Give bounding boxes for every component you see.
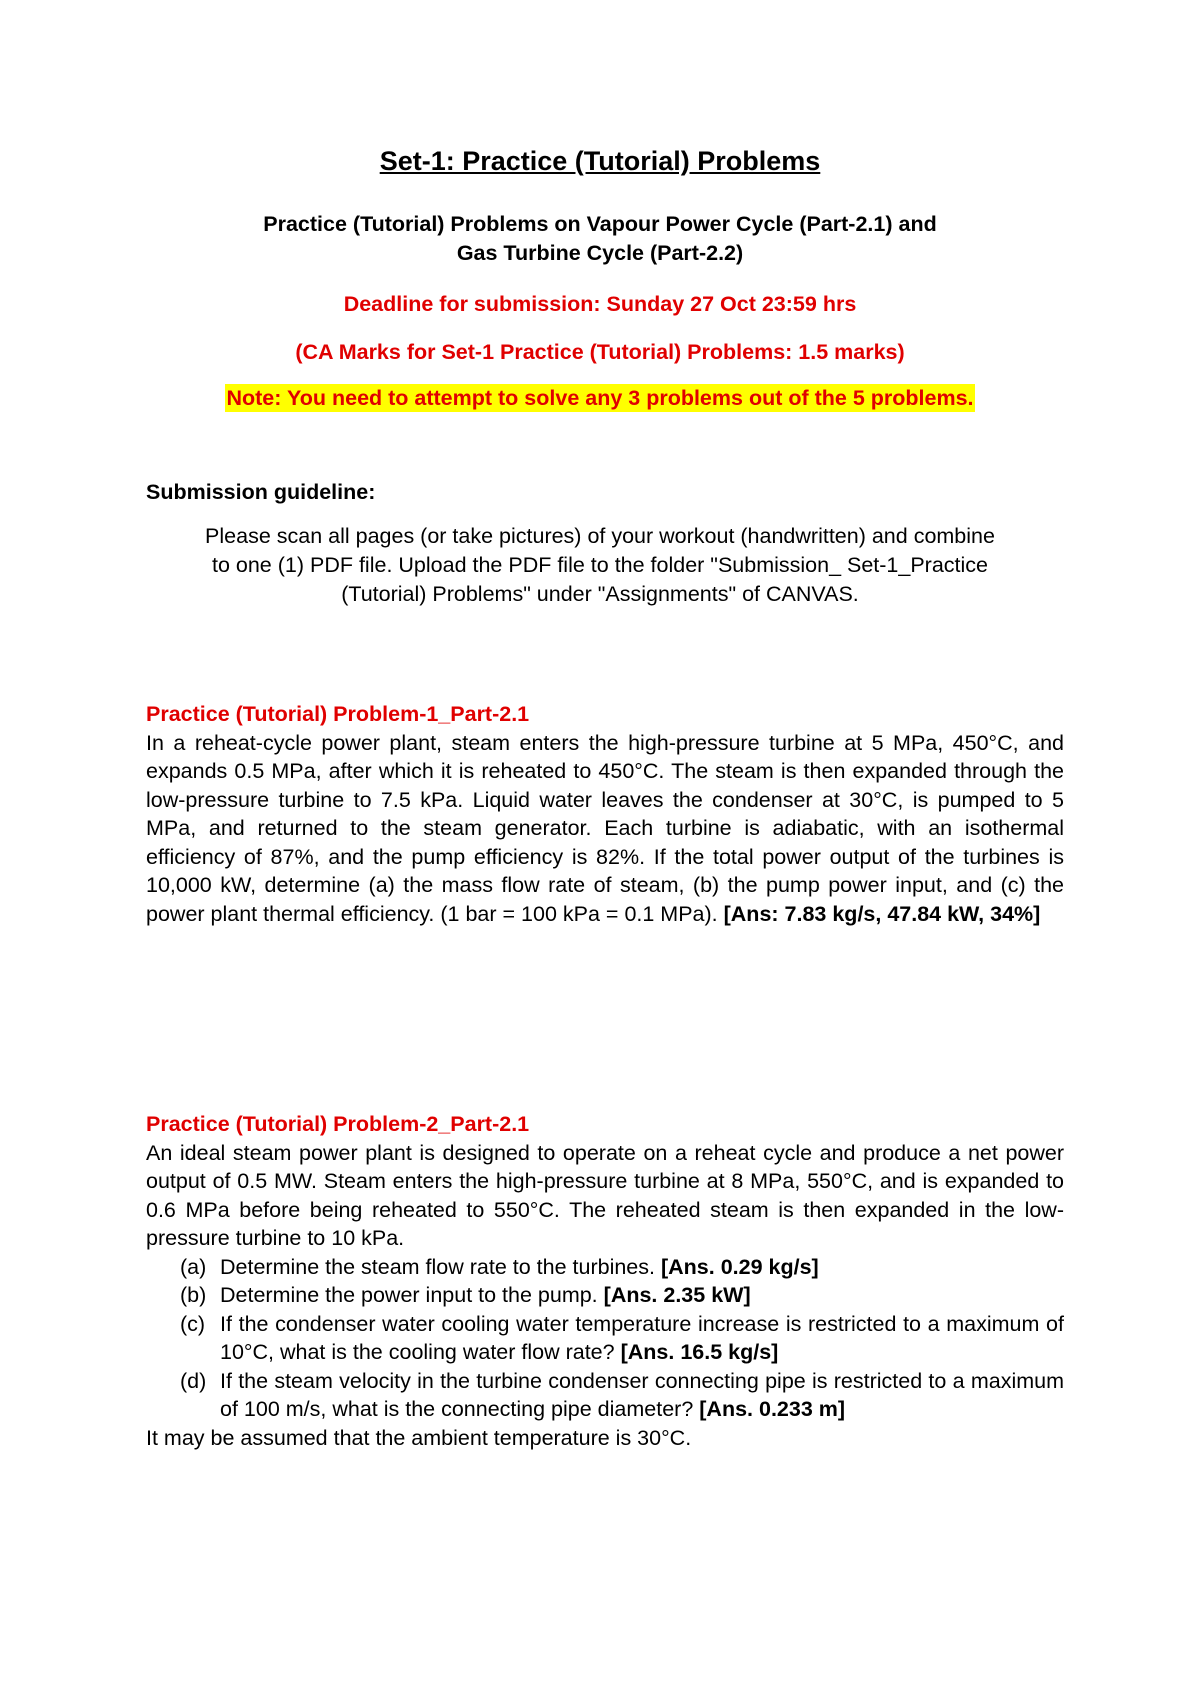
subquestion-answer: [Ans. 0.233 m]	[699, 1397, 846, 1421]
guideline-line-3: (Tutorial) Problems" under "Assignments" of CANVAS.	[341, 582, 859, 606]
deadline-text: Deadline for submission: Sunday 27 Oct 23:59 hrs	[343, 292, 857, 316]
problem-1-heading: Practice (Tutorial) Problem-1_Part-2.1	[146, 702, 530, 726]
subquestion-answer: [Ans. 0.29 kg/s]	[660, 1254, 819, 1279]
problem-2	[146, 1110, 1064, 1452]
subquestion-d	[146, 1367, 1064, 1424]
problem-1-text: In a reheat-cycle power plant, steam enters the high-pressure turbine at 5 MPa, 450°C, and expands 0.5 MPa, after which it is reheated to 450°C. The steam is then expanded through the low-pressure turbine to 7.5 kPa. Liquid water leaves the condenser at 30°C, is pumped to 5 MPa, and returned to the steam generator. Each turbine is adiabatic, with an isothermal efficiency of 87%, and the pump efficiency is 82%. If the total power output of the turbines is 10,000 kW, determine (a) the mass flow rate of steam, (b) the pump power input, and (c) the power plant thermal efficiency. (1 bar = 100 kPa = 0.1 MPa).	[146, 730, 1064, 926]
submission-guideline-text	[150, 522, 1050, 609]
problem-2-footer: It may be assumed that the ambient temperature is 30°C.	[146, 1425, 692, 1450]
subquestion-c	[146, 1310, 1064, 1367]
subquestion-label: (c)	[180, 1311, 206, 1336]
subquestion-a	[146, 1253, 1064, 1282]
subquestion-text: Determine the steam flow rate to the turbines.	[220, 1254, 655, 1279]
subquestion-answer: [Ans. 2.35 kW]	[603, 1283, 751, 1307]
subtitle-line-2: Gas Turbine Cycle (Part-2.2)	[456, 241, 744, 265]
ca-marks-text: (CA Marks for Set-1 Practice (Tutorial) Problems: 1.5 marks)	[295, 340, 905, 364]
subquestion-answer: [Ans. 16.5 kg/s]	[620, 1340, 779, 1364]
note-banner	[0, 386, 1200, 411]
subquestion-label: (a)	[180, 1254, 207, 1279]
problem-1-body	[146, 729, 1064, 929]
subquestion-label: (b)	[180, 1283, 207, 1307]
problem-1-answer: [Ans: 7.83 kg/s, 47.84 kW, 34%]	[723, 901, 1041, 926]
subtitle-line-1: Practice (Tutorial) Problems on Vapour Power Cycle (Part-2.1) and	[263, 212, 937, 236]
page-subtitle	[0, 210, 1200, 268]
guideline-line-1: Please scan all pages (or take pictures) of your workout (handwritten) and combine	[205, 524, 995, 548]
subquestion-label: (d)	[180, 1368, 207, 1393]
submission-guideline-label: Submission guideline:	[146, 480, 376, 504]
problem-1	[146, 700, 1064, 928]
subquestion-text: Determine the power input to the pump.	[220, 1283, 598, 1307]
guideline-line-2: to one (1) PDF file. Upload the PDF file to the folder "Submission_ Set-1_Practice	[211, 553, 989, 577]
subquestion-text: If the condenser water cooling water temperature increase is restricted to a maximum of 10°C, what is the cooling water flow rate?	[220, 1311, 1064, 1364]
problem-2-subquestions	[146, 1253, 1064, 1424]
subquestion-b	[146, 1281, 1064, 1310]
page-title: Set-1: Practice (Tutorial) Problems	[379, 146, 821, 176]
problem-2-heading: Practice (Tutorial) Problem-2_Part-2.1	[146, 1112, 530, 1136]
subquestion-text: If the steam velocity in the turbine condenser connecting pipe is restricted to a maximum of 100 m/s, what is the connecting pipe diameter?	[220, 1368, 1064, 1421]
note-text: Note: You need to attempt to solve any 3 problems out of the 5 problems.	[226, 386, 974, 410]
problem-2-body: An ideal steam power plant is designed to operate on a reheat cycle and produce a net power output of 0.5 MW. Steam enters the high-pressure turbine at 8 MPa, 550°C, and is expanded to 0.6 MPa before being reheated to 550°C. The reheated steam is then expanded in the low-pressure turbine to 10 kPa.	[146, 1140, 1064, 1250]
